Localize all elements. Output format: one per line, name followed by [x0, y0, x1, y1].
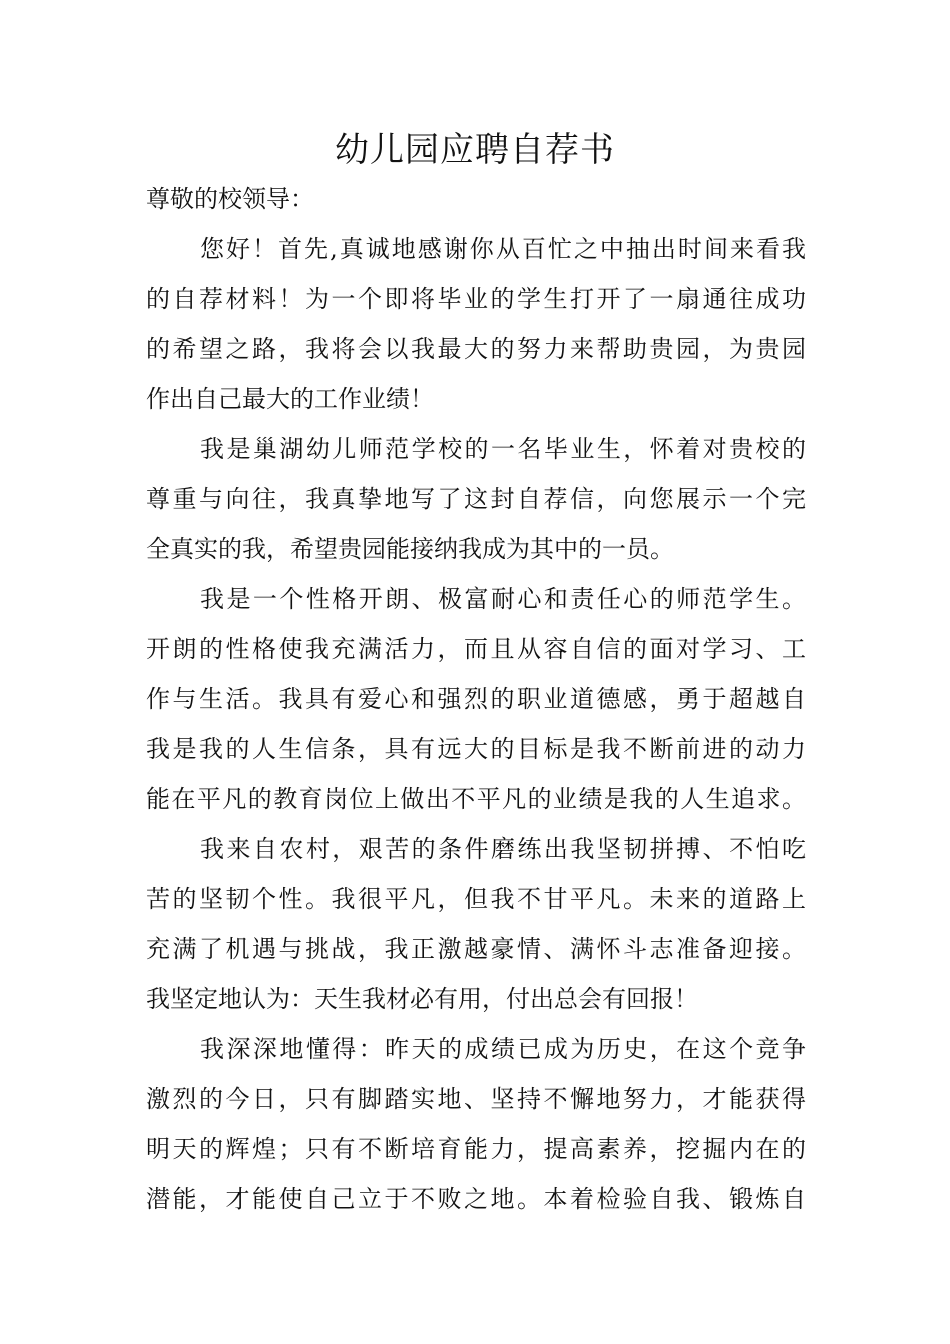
body-line: 我深深地懂得：昨天的成绩已成为历史，在这个竞争 [200, 1035, 806, 1063]
body-line: 的希望之路，我将会以我最大的努力来帮助贵园，为贵园 [146, 335, 806, 363]
body-line: 潜能，才能使自己立于不败之地。本着检验自我、锻炼自 [146, 1185, 806, 1213]
body-line: 能在平凡的教育岗位上做出不平凡的业绩是我的人生追求。 [146, 785, 806, 813]
body-line: 激烈的今日，只有脚踏实地、坚持不懈地努力，才能获得 [146, 1085, 806, 1113]
document-title: 幼儿园应聘自荐书 [335, 130, 615, 170]
salutation: 尊敬的校领导： [146, 185, 314, 213]
body-line: 我是一个性格开朗、极富耐心和责任心的师范学生。 [200, 585, 806, 613]
body-line: 尊重与向往，我真挚地写了这封自荐信，向您展示一个完 [146, 485, 806, 513]
body-line: 作出自己最大的工作业绩！ [146, 385, 434, 413]
body-line: 全真实的我，希望贵园能接纳我成为其中的一员。 [146, 535, 674, 563]
body-line: 我是我的人生信条，具有远大的目标是我不断前进的动力 [146, 735, 806, 763]
body-line: 我是巢湖幼儿师范学校的一名毕业生，怀着对贵校的 [200, 435, 806, 463]
body-line: 明天的辉煌；只有不断培育能力，提高素养，挖掘内在的 [146, 1135, 806, 1163]
body-line: 您好！首先,真诚地感谢你从百忙之中抽出时间来看我 [200, 235, 806, 263]
body-line: 我坚定地认为：天生我材必有用，付出总会有回报！ [146, 985, 698, 1013]
body-line: 作与生活。我具有爱心和强烈的职业道德感，勇于超越自 [146, 685, 806, 713]
body-line: 我来自农村，艰苦的条件磨练出我坚韧拼搏、不怕吃 [200, 835, 806, 863]
body-line: 苦的坚韧个性。我很平凡，但我不甘平凡。未来的道路上 [146, 885, 806, 913]
body-line: 的自荐材料！为一个即将毕业的学生打开了一扇通往成功 [146, 285, 806, 313]
body-line: 开朗的性格使我充满活力，而且从容自信的面对学习、工 [146, 635, 806, 663]
body-line: 充满了机遇与挑战，我正激越豪情、满怀斗志准备迎接。 [146, 935, 806, 963]
